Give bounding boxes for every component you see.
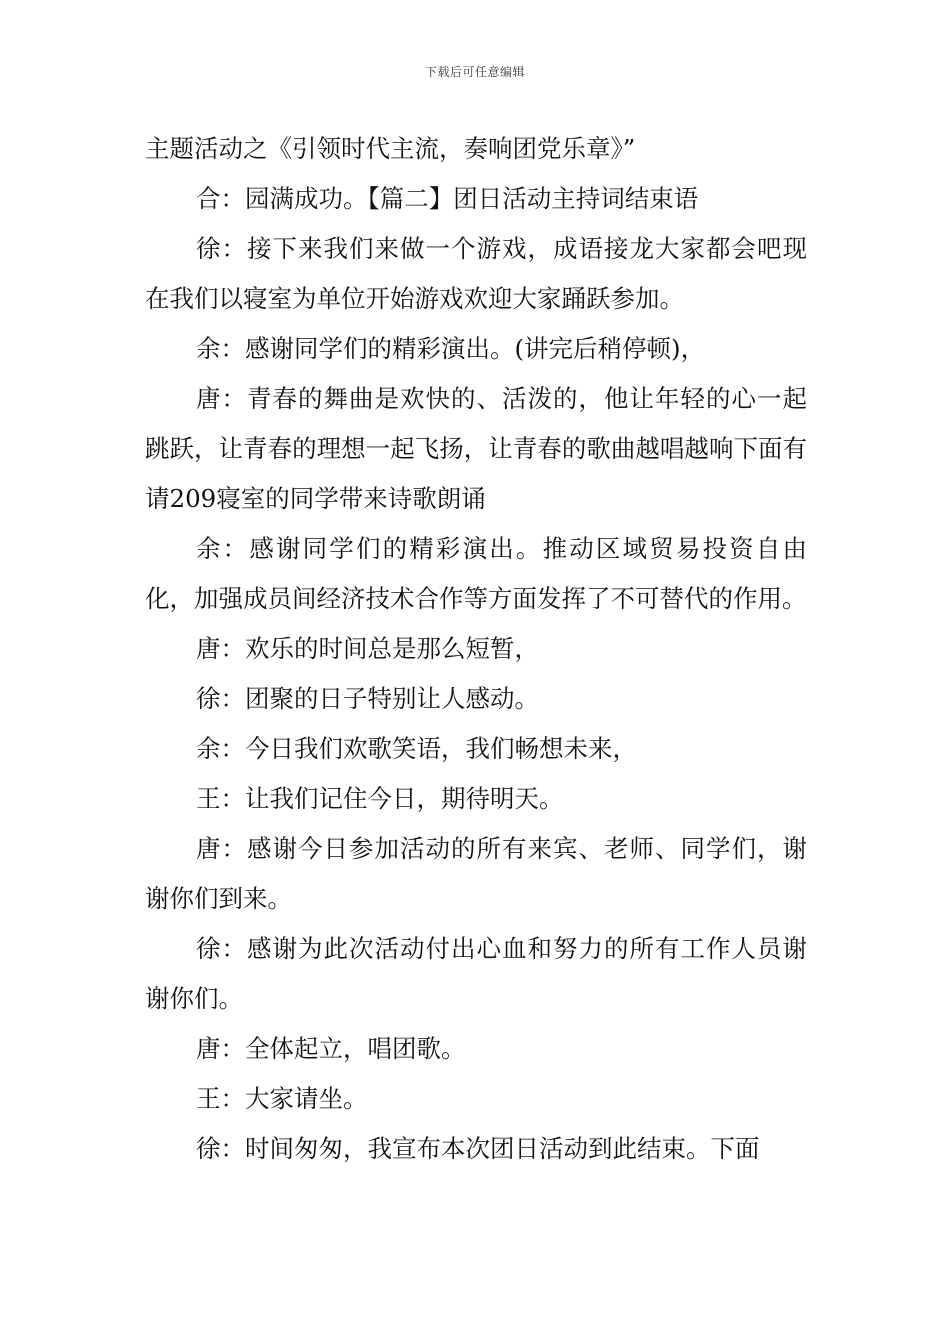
paragraph-12: 徐：感谢为此次活动付出心血和努力的所有工作人员谢谢你们。 xyxy=(145,934,807,1013)
paragraph-13: 唐：全体起立，唱团歌。 xyxy=(196,1034,466,1063)
paragraph-10: 王：让我们记住今日，期待明天。 xyxy=(196,784,564,813)
paragraph-15: 徐：时间匆匆，我宣布本次团日活动到此结束。下面 xyxy=(196,1134,760,1163)
page-header: 下载后可任意编辑 xyxy=(424,65,525,79)
paragraph-11: 唐：感谢今日参加活动的所有来宾、老师、同学们，谢谢你们到来。 xyxy=(145,834,807,913)
document-body xyxy=(145,124,807,1174)
paragraph-7: 唐：欢乐的时间总是那么短暂， xyxy=(196,634,539,663)
paragraph-8: 徐：团聚的日子特别让人感动。 xyxy=(196,684,539,713)
paragraph-2: 合：园满成功。【篇二】团日活动主持词结束语 xyxy=(196,184,699,213)
paragraph-9: 余：今日我们欢歌笑语，我们畅想未来， xyxy=(196,734,637,763)
paragraph-5: 唐：青春的舞曲是欢快的、活泼的，他让年轻的心一起跳跃，让青春的理想一起飞扬，让青春的歌曲越唱越响下面有请209寝室的同学带来诗歌朗诵 xyxy=(145,384,807,513)
paragraph-3: 徐：接下来我们来做一个游戏，成语接龙大家都会吧现在我们以寝室为单位开始游戏欢迎大家踊跃参加。 xyxy=(145,234,807,313)
paragraph-4: 余：感谢同学们的精彩演出。(讲完后稍停顿)， xyxy=(196,334,706,363)
paragraph-6: 余：感谢同学们的精彩演出。推动区域贸易投资自由化，加强成员间经济技术合作等方面发挥了不可替代的作用。 xyxy=(145,534,807,613)
paragraph-1: 主题活动之《引领时代主流，奏响团党乐章》” xyxy=(145,134,636,163)
paragraph-14: 王：大家请坐。 xyxy=(196,1084,368,1113)
